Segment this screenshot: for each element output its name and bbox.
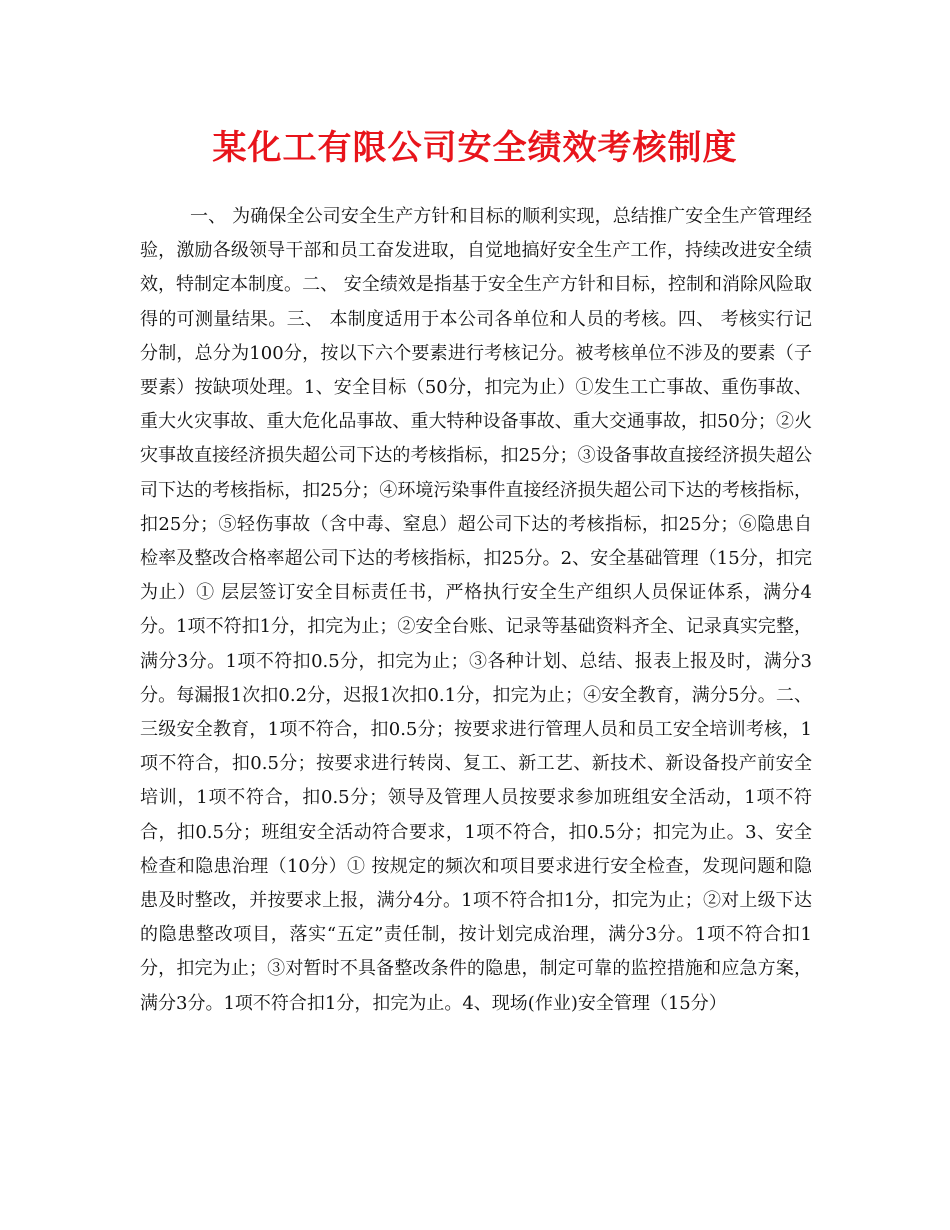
- document-title: 某化工有限公司安全绩效考核制度: [212, 128, 738, 168]
- document-body: 一、 为确保全公司安全生产方针和目标的顺利实现，总结推广安全生产管理经验，激励各级领导干部和员工奋发进取，自觉地搞好安全生产工作，持续改进安全绩效，特制定本制度。二、 安全绩效是指基于安全生产方针和目标，控制和消除风险取得的可测量结果。三、 本制度适用于本公司各单位和人员的考核。四、 考核实行记分制，总分为100分，按以下六个要素进行考核记分。被考核单位不涉及的要素（子要素）按缺项处理。1、安全目标（50分，扣完为止）①发生工亡事故、重伤事故、重大火灾事故、重大危化品事故、重大特种设备事故、重大交通事故，扣50分；②火灾事故直接经济损失超公司下达的考核指标，扣25分；③设备事故直接经济损失超公司下达的考核指标，扣25分；④环境污染事件直接经济损失超公司下达的考核指标，扣25分；⑤轻伤事故（含中毒、窒息）超公司下达的考核指标，扣25分；⑥隐患自检率及整改合格率超公司下达的考核指标，扣25分。2、安全基础管理（15分，扣完为止）① 层层签订安全目标责任书，严格执行安全生产组织人员保证体系，满分4分。1项不符扣1分，扣完为止；②安全台账、记录等基础资料齐全、记录真实完整，满分3分。1项不符扣0.5分，扣完为止；③各种计划、总结、报表上报及时，满分3分。每漏报1次扣0.2分，迟报1次扣0.1分，扣完为止；④安全教育，满分5分。二、三级安全教育，1项不符合，扣0.5分；按要求进行管理人员和员工安全培训考核，1项不符合，扣0.5分；按要求进行转岗、复工、新工艺、新技术、新设备投产前安全培训，1项不符合，扣0.5分；领导及管理人员按要求参加班组安全活动，1项不符合，扣0.5分；班组安全活动符合要求，1项不符合，扣0.5分；扣完为止。3、安全检查和隐患治理（10分）① 按规定的频次和项目要求进行安全检查，发现问题和隐患及时整改，并按要求上报，满分4分。1项不符合扣1分，扣完为止；②对上级下达的隐患整改项目，落实“五定”责任制，按计划完成治理，满分3分。1项不符合扣1分，扣完为止；③对暂时不具备整改条件的隐患，制定可靠的监控措施和应急方案，满分3分。1项不符合扣1分，扣完为止。4、现场(作业)安全管理（15分）: [140, 206, 812, 1014]
